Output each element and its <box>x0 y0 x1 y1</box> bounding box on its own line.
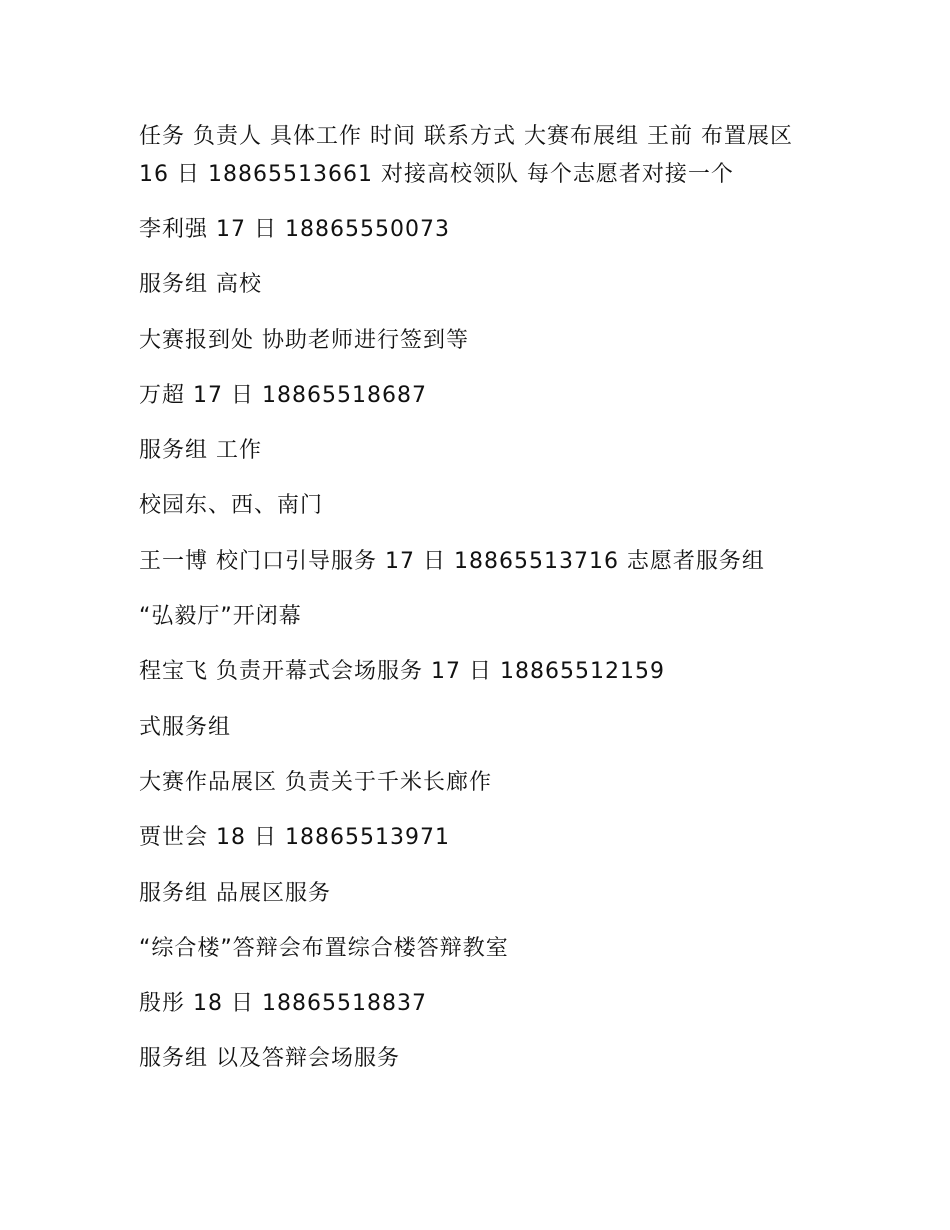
paragraph-service-group-universities: 服务组 高校 <box>139 272 262 298</box>
paragraph-li-liqiang: 李利强 17 日 18865550073 <box>139 217 450 242</box>
paragraph-complex-building-defense: “综合楼”答辩会布置综合楼答辩教室 <box>139 935 509 961</box>
paragraph-service-group-work: 服务组 工作 <box>139 438 262 464</box>
paragraph-exhibit-service-group: 服务组 品展区服务 <box>139 880 331 906</box>
document-body <box>139 118 809 1096</box>
paragraph-task-table-header: 任务 负责人 具体工作 时间 联系方式 大赛布展组 王前 布置展区 16 日 18865513661 对接高校领队 每个志愿者对接一个 <box>139 124 793 187</box>
paragraph-defense-service-group: 服务组 以及答辩会场服务 <box>139 1046 400 1072</box>
paragraph-hongyi-hall: “弘毅厅”开闭幕 <box>139 604 302 630</box>
paragraph-wang-yibo: 王一博 校门口引导服务 17 日 18865513716 志愿者服务组 <box>139 548 765 574</box>
paragraph-registration-desk: 大赛报到处 协助老师进行签到等 <box>139 327 469 353</box>
paragraph-campus-gates: 校园东、西、南门 <box>139 493 324 519</box>
paragraph-wan-chao: 万超 17 日 18865518687 <box>139 382 427 408</box>
paragraph-ceremony-service-group: 式服务组 <box>139 714 232 740</box>
paragraph-cheng-baofei: 程宝飞 负责开幕式会场服务 17 日 18865512159 <box>139 659 665 685</box>
paragraph-exhibit-area: 大赛作品展区 负责关于千米长廊作 <box>139 769 492 795</box>
paragraph-jia-shihui: 贾世会 18 日 18865513971 <box>139 825 450 851</box>
paragraph-yin-tong: 殷彤 18 日 18865518837 <box>139 991 427 1017</box>
